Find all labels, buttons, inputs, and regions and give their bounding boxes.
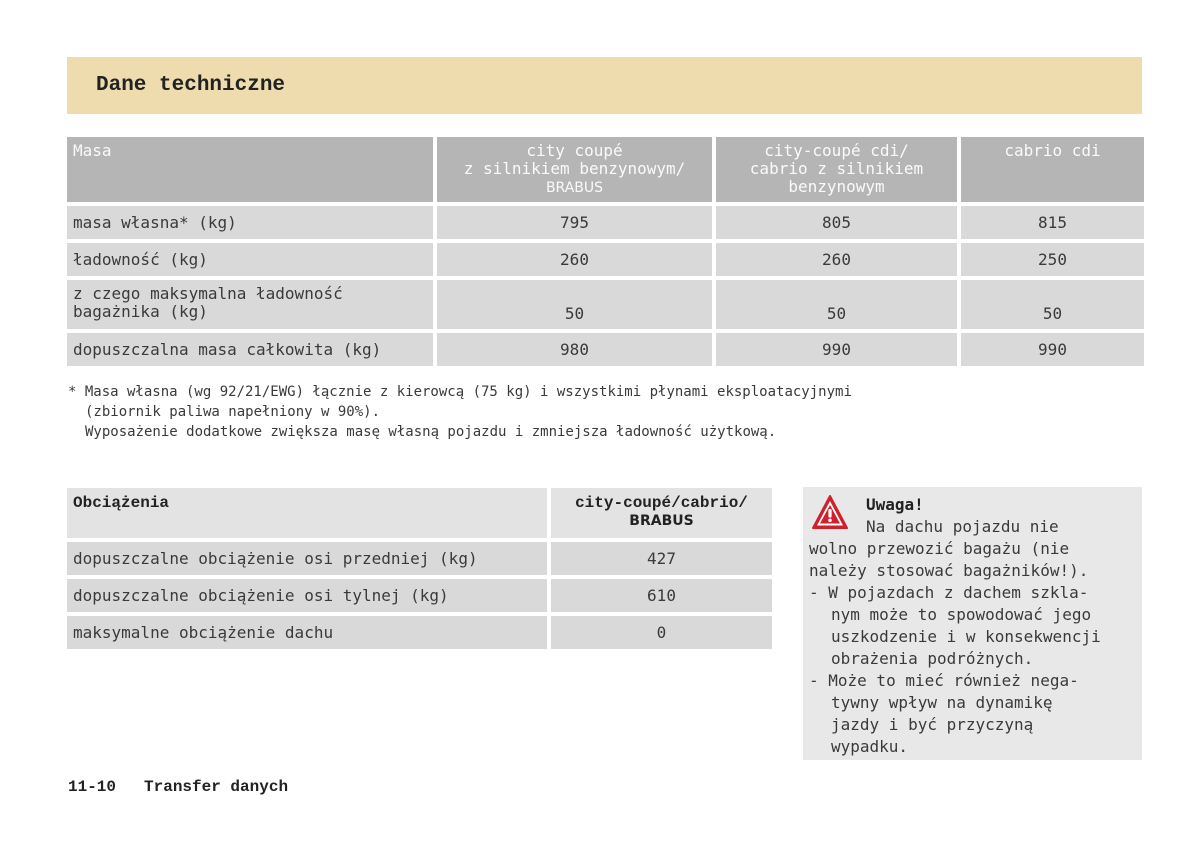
cell-value: 610 [551, 579, 772, 612]
cell-value: 50 [437, 280, 712, 329]
row-label-line: z czego maksymalna ładowność [73, 284, 343, 303]
row-label: maksymalne obciążenie dachu [67, 616, 547, 649]
warning-bullet-line: jazdy i być przyczyną [831, 715, 1034, 734]
mass-header-col-1 [437, 137, 712, 202]
row-label: dopuszczalna masa całkowita (kg) [67, 333, 433, 366]
mass-header-col-2 [716, 137, 957, 202]
page-footer [68, 778, 288, 796]
load-table-header-row [67, 488, 772, 538]
load-header-label: Obciążenia [67, 488, 547, 538]
mass-header-label [67, 137, 433, 202]
cell-value: 990 [961, 333, 1144, 366]
page-title: Dane techniczne [96, 74, 286, 97]
table-row [67, 616, 772, 649]
cell-value: 805 [716, 206, 957, 239]
mass-header-col-1-line: z silnikiem benzynowym/ [463, 159, 686, 178]
mass-header-col-2-line: cabrio z silnikiem [749, 159, 924, 178]
cell-value: 0 [551, 616, 772, 649]
mass-table-header-row [67, 137, 1144, 202]
warning-title: Uwaga! [866, 495, 924, 514]
cell-value: 250 [961, 243, 1144, 276]
mass-header-col-2-line: benzynowym [788, 177, 885, 196]
table-row [67, 542, 772, 575]
cell-value: 980 [437, 333, 712, 366]
footnote [68, 382, 852, 442]
warning-text-line: należy stosować bagażników!). [809, 561, 1089, 580]
load-table [63, 484, 776, 653]
load-header-col-line: city-coupé/cabrio/ [575, 494, 748, 512]
mass-header-col-2-line: city-coupé cdi/ [764, 141, 909, 160]
table-row [67, 243, 1144, 276]
mass-header-col-1-line: BRABUS [545, 180, 604, 196]
cell-value: 427 [551, 542, 772, 575]
table-row [67, 579, 772, 612]
table-row [67, 333, 1144, 366]
cell-value: 260 [437, 243, 712, 276]
footnote-line: * Masa własna (wg 92/21/EWG) łącznie z kierowcą (75 kg) i wszystkimi płynami eksploatacyjnymi [68, 384, 852, 400]
cell-value: 795 [437, 206, 712, 239]
cell-value: 990 [716, 333, 957, 366]
warning-box [803, 487, 1142, 760]
warning-bullet-line: tywny wpływ na dynamikę [831, 693, 1053, 712]
warning-text-line: wolno przewozić bagażu (nie [809, 539, 1070, 558]
row-label: ładowność (kg) [67, 243, 433, 276]
cell-value: 50 [716, 280, 957, 329]
warning-text-line: Na dachu pojazdu nie [866, 517, 1059, 536]
row-label-line: bagażnika (kg) [73, 302, 208, 321]
mass-header-col-1-line: city coupé [526, 141, 623, 160]
warning-bullet-line: obrażenia podróżnych. [831, 649, 1034, 668]
row-label: masa własna* (kg) [67, 206, 433, 239]
warning-bullet-line: - W pojazdach z dachem szkla- [809, 583, 1089, 602]
table-row [67, 280, 1144, 329]
warning-bullet-line: wypadku. [831, 737, 909, 756]
warning-bullet-line: - Może to mieć również nega- [809, 671, 1079, 690]
section-header-banner [67, 57, 1142, 114]
mass-header-col-3 [961, 137, 1144, 202]
footnote-line: Wyposażenie dodatkowe zwiększa masę własną pojazdu i zmniejsza ładowność użytkową. [85, 424, 777, 440]
warning-bullet-line: nym może to spowodować jego [831, 605, 1092, 624]
mass-header-col-3-line: cabrio cdi [1004, 141, 1101, 160]
warning-triangle-icon [811, 494, 849, 530]
load-header-col-line: BRABUS [629, 513, 694, 529]
table-row [67, 206, 1144, 239]
footnote-line: (zbiornik paliwa napełniony w 90%). [85, 404, 381, 420]
warning-bullet [809, 582, 1136, 670]
cell-value: 815 [961, 206, 1144, 239]
row-label: dopuszczalne obciążenie osi tylnej (kg) [67, 579, 547, 612]
warning-bullet-line: uszkodzenie i w konsekwencji [831, 627, 1101, 646]
row-label: dopuszczalne obciążenie osi przedniej (kg) [67, 542, 547, 575]
mass-header-label-text: Masa [73, 141, 112, 160]
mass-table [63, 133, 1148, 370]
cell-value: 50 [961, 280, 1144, 329]
cell-value: 260 [716, 243, 957, 276]
page-number: 11-10 [68, 778, 117, 796]
load-header-col [551, 488, 772, 538]
row-label [67, 280, 433, 329]
warning-bullet [809, 670, 1136, 758]
section-name: Transfer danych [144, 778, 289, 796]
